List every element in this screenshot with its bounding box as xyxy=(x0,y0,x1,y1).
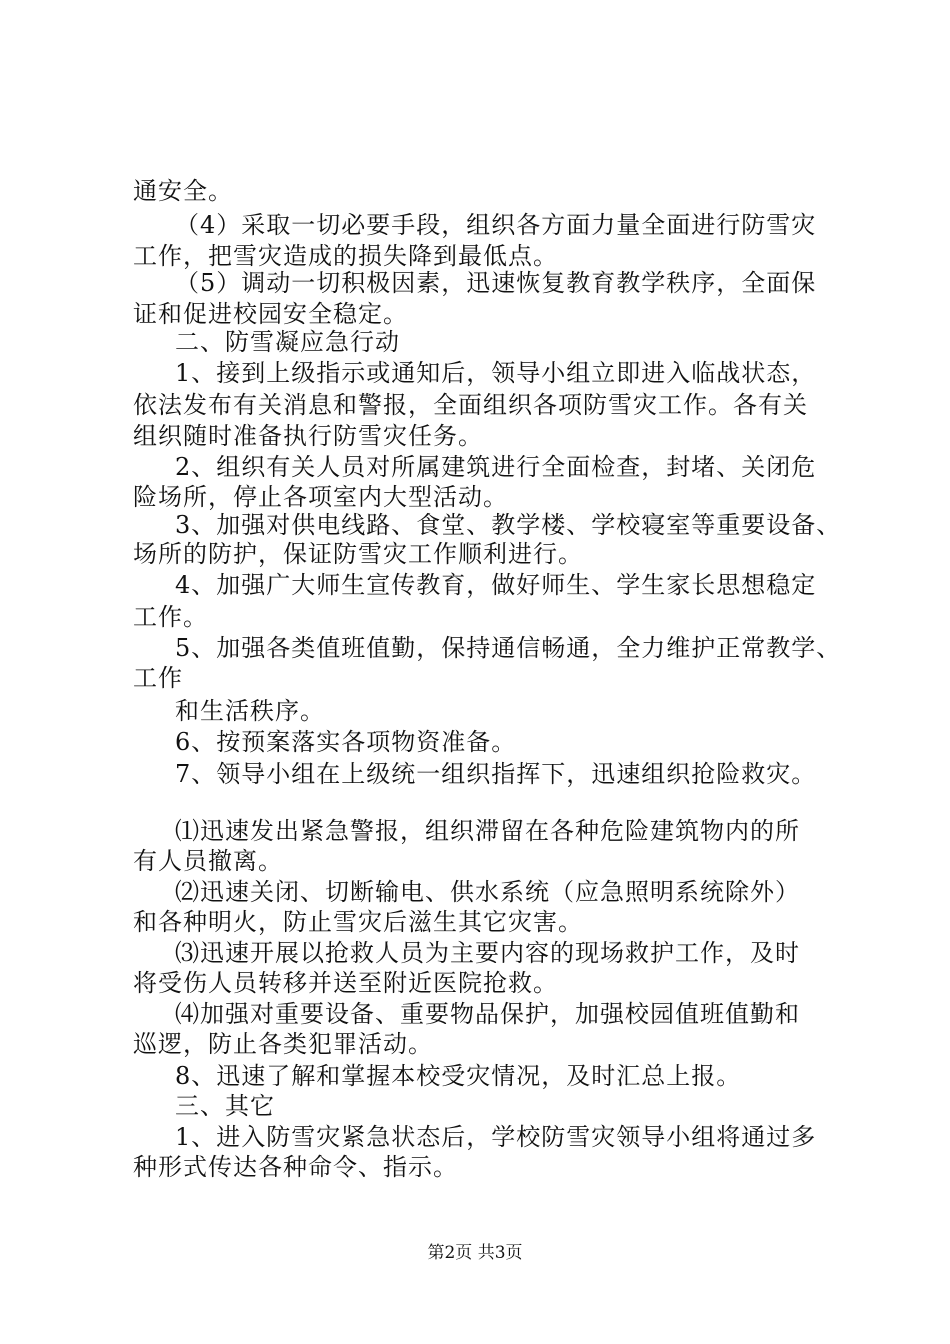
text-line: 巡逻，防止各类犯罪活动。 xyxy=(133,1030,433,1058)
text-line: 工作，把雪灾造成的损失降到最低点。 xyxy=(133,242,558,270)
text-line: 场所的防护，保证防雪灾工作顺利进行。 xyxy=(133,540,583,568)
text-line: 1、进入防雪灾紧急状态后，学校防雪灾领导小组将通过多 xyxy=(175,1123,817,1151)
text-line: 将受伤人员转移并送至附近医院抢救。 xyxy=(133,969,558,997)
text-line: 工作 xyxy=(133,664,183,692)
text-line: 工作。 xyxy=(133,603,208,631)
text-line: 种形式传达各种命令、指示。 xyxy=(133,1153,458,1181)
text-line: 6、按预案落实各项物资准备。 xyxy=(175,728,517,756)
text-line: 2、组织有关人员对所属建筑进行全面检查，封堵、关闭危 xyxy=(175,453,817,481)
text-line: （4）采取一切必要手段，组织各方面力量全面进行防雪灾 xyxy=(175,211,817,239)
text-line: 和生活秩序。 xyxy=(175,697,325,725)
text-line: 3、加强对供电线路、食堂、教学楼、学校寝室等重要设备、 xyxy=(175,511,842,539)
text-line: 组织随时准备执行防雪灾任务。 xyxy=(133,422,483,450)
section-heading: 三、其它 xyxy=(175,1092,275,1120)
text-line: ⑴迅速发出紧急警报，组织滞留在各种危险建筑物内的所 xyxy=(175,817,800,845)
text-line: ⑵迅速关闭、切断输电、供水系统（应急照明系统除外） xyxy=(175,878,800,906)
text-line: ⑷加强对重要设备、重要物品保护，加强校园值班值勤和 xyxy=(175,1000,800,1028)
text-line: 通安全。 xyxy=(133,177,233,205)
text-line: 8、迅速了解和掌握本校受灾情况，及时汇总上报。 xyxy=(175,1062,742,1090)
text-line: 证和促进校园安全稳定。 xyxy=(133,300,408,328)
text-line: （5）调动一切积极因素，迅速恢复教育教学秩序，全面保 xyxy=(175,269,817,297)
page-footer: 第2页 共3页 xyxy=(427,1243,523,1263)
section-heading: 二、防雪凝应急行动 xyxy=(175,328,400,356)
text-line: 依法发布有关消息和警报，全面组织各项防雪灾工作。各有关 xyxy=(133,391,808,419)
text-line: 5、加强各类值班值勤，保持通信畅通，全力维护正常教学、 xyxy=(175,634,842,662)
text-line: 有人员撤离。 xyxy=(133,847,283,875)
text-line: ⑶迅速开展以抢救人员为主要内容的现场救护工作，及时 xyxy=(175,939,800,967)
text-line: 险场所，停止各项室内大型活动。 xyxy=(133,483,508,511)
text-line: 1、接到上级指示或通知后，领导小组立即进入临战状态， xyxy=(175,359,817,387)
text-line: 7、领导小组在上级统一组织指挥下，迅速组织抢险救灾。 xyxy=(175,760,817,788)
text-line: 和各种明火，防止雪灾后滋生其它灾害。 xyxy=(133,908,583,936)
text-line: 4、加强广大师生宣传教育，做好师生、学生家长思想稳定 xyxy=(175,571,817,599)
